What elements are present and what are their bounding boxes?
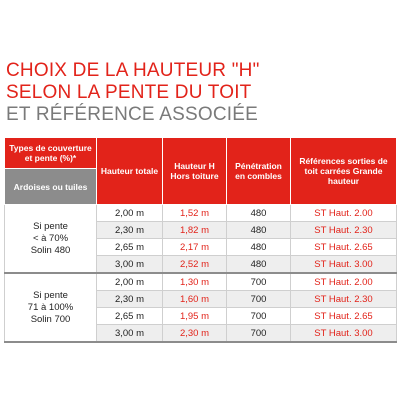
group-label-line: Solin 700 — [30, 313, 71, 325]
header-covering-type: Types de couverture et pente (%)* — [5, 138, 97, 169]
cell-penetration: 700 — [227, 291, 291, 308]
height-reference-table — [4, 137, 397, 343]
table-row — [5, 273, 397, 291]
group-label-line: < à 70% — [32, 232, 69, 244]
header-penetration: Pénétration en combles — [227, 138, 291, 205]
cell-height-h: 1,52 m — [163, 205, 227, 222]
cell-height-h: 1,82 m — [163, 222, 227, 239]
header-references: Références sorties de toit carrées Grande hauteur — [291, 138, 397, 205]
cell-height-h: 2,30 m — [163, 325, 227, 343]
cell-height-h: 1,30 m — [163, 273, 227, 291]
cell-total-height: 3,00 m — [97, 325, 163, 343]
page-title — [6, 60, 394, 126]
group-label-1 — [5, 205, 97, 274]
cell-reference: ST Haut. 3.00 — [291, 325, 397, 343]
table-row — [5, 205, 397, 222]
group-label-line: Si pente — [33, 289, 68, 301]
cell-height-h: 2,17 m — [163, 239, 227, 256]
cell-total-height: 2,00 m — [97, 205, 163, 222]
group-label-line: Solin 480 — [30, 244, 71, 256]
cell-height-h: 1,60 m — [163, 291, 227, 308]
group-label-2 — [5, 273, 97, 342]
cell-reference: ST Haut. 2.65 — [291, 239, 397, 256]
cell-height-h: 1,95 m — [163, 308, 227, 325]
cell-total-height: 3,00 m — [97, 256, 163, 274]
cell-penetration: 700 — [227, 273, 291, 291]
header-covering-sub: Ardoises ou tuiles — [5, 169, 97, 205]
cell-total-height: 2,65 m — [97, 308, 163, 325]
cell-penetration: 480 — [227, 239, 291, 256]
cell-total-height: 2,30 m — [97, 291, 163, 308]
cell-total-height: 2,65 m — [97, 239, 163, 256]
cell-reference: ST Haut. 2.00 — [291, 273, 397, 291]
cell-penetration: 480 — [227, 205, 291, 222]
cell-reference: ST Haut. 2.30 — [291, 222, 397, 239]
cell-reference: ST Haut. 2.65 — [291, 308, 397, 325]
group-label-line: 71 à 100% — [27, 301, 74, 313]
title-line-2: SELON LA PENTE DU TOIT — [6, 82, 252, 103]
cell-penetration: 700 — [227, 325, 291, 343]
cell-penetration: 700 — [227, 308, 291, 325]
title-line-1: CHOIX DE LA HAUTEUR "H" — [6, 60, 260, 81]
cell-reference: ST Haut. 2.30 — [291, 291, 397, 308]
cell-height-h: 2,52 m — [163, 256, 227, 274]
cell-total-height: 2,30 m — [97, 222, 163, 239]
cell-reference: ST Haut. 3.00 — [291, 256, 397, 274]
cell-penetration: 480 — [227, 256, 291, 274]
header-total-height: Hauteur totale — [97, 138, 163, 205]
group-label-line: Si pente — [33, 220, 68, 232]
cell-penetration: 480 — [227, 222, 291, 239]
title-line-3: ET RÉFÉRENCE ASSOCIÉE — [6, 104, 258, 125]
header-height-h: Hauteur H Hors toiture — [163, 138, 227, 205]
cell-reference: ST Haut. 2.00 — [291, 205, 397, 222]
cell-total-height: 2,00 m — [97, 273, 163, 291]
